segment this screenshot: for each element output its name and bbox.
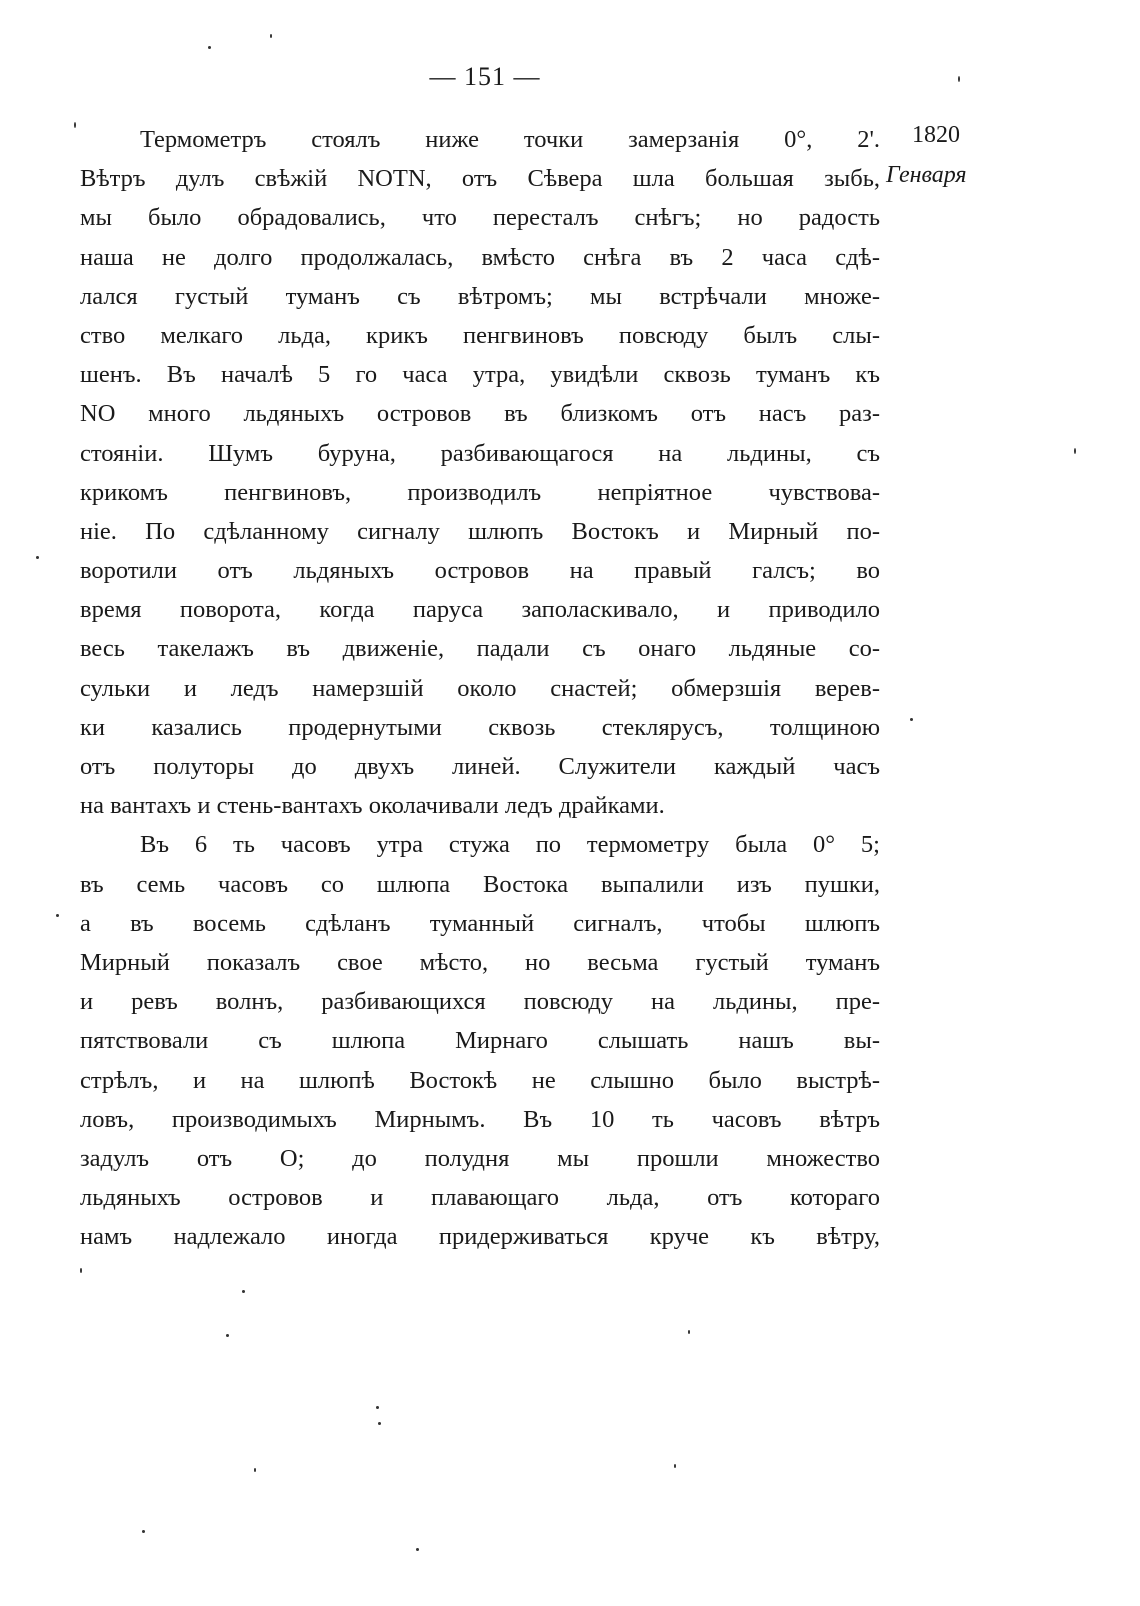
- scan-speck: [688, 1330, 690, 1334]
- scan-speck: [74, 122, 76, 128]
- scan-speck: [254, 1468, 256, 1472]
- text-line: стрѣлъ, и на шлюпѣ Востокѣ не слышно было выстрѣ-: [80, 1066, 880, 1094]
- text-line: сульки и ледъ намерзшій около снастей; обмерзшія верев-: [80, 674, 880, 702]
- text-line: льдяныхъ островов и плавающаго льда, отъ котораго: [80, 1184, 880, 1212]
- text-line: воротили отъ льдяныхъ островов на правый галсъ; во: [80, 557, 880, 585]
- scan-speck: [242, 1290, 245, 1293]
- text-line: время поворота, когда паруса заполаскивало, и приводило: [80, 596, 880, 624]
- page-number: — 151 —: [429, 62, 541, 91]
- margin-year: 1820: [912, 122, 960, 148]
- text-line: лался густый туманъ съ вѣтромъ; мы встрѣчали множе-: [80, 282, 880, 310]
- text-line: на вантахъ и стень-вантахъ околачивали ледъ драйками.: [80, 792, 665, 820]
- scan-speck: [378, 1422, 381, 1425]
- text-line: ніе. По сдѣланному сигналу шлюпъ Востокъ и Мирный по-: [80, 517, 880, 545]
- text-line: задулъ отъ О; до полудня мы прошли множество: [80, 1144, 880, 1172]
- scan-speck: [36, 556, 39, 559]
- text-line: крикомъ пенгвиновъ, производилъ непріятное чувствова-: [80, 478, 880, 506]
- text-line: наша не долго продолжалась, вмѣсто снѣга въ 2 часа сдѣ-: [80, 243, 880, 271]
- scan-speck: [226, 1334, 229, 1337]
- scan-speck: [958, 76, 960, 82]
- text-line: и ревъ волнъ, разбивающихся повсюду на льдины, пре-: [80, 988, 880, 1016]
- text-line: NO много льдяныхъ островов въ близкомъ отъ насъ раз-: [80, 400, 880, 428]
- text-line: пятствовали съ шлюпа Мирнаго слышать нашъ вы-: [80, 1027, 880, 1055]
- text-line: Мирный показалъ свое мѣсто, но весьма густый туманъ: [80, 948, 880, 976]
- text-line: Вѣтръ дулъ свѣжій NOTN, отъ Сѣвера шла большая зыбь,: [80, 165, 880, 193]
- scan-speck: [56, 914, 59, 917]
- scan-speck: [142, 1530, 145, 1533]
- scan-speck: [1074, 448, 1076, 454]
- text-line: Термометръ стоялъ ниже точки замерзанія 0°, 2'.: [140, 126, 880, 153]
- text-line: шенъ. Въ началѣ 5 го часа утра, увидѣли сквозь туманъ къ: [80, 361, 880, 389]
- text-line: отъ полуторы до двухъ линей. Служители каждый часъ: [80, 753, 880, 780]
- scan-speck: [674, 1464, 676, 1468]
- scan-speck: [376, 1406, 379, 1409]
- text-line: ки казались продернутыми сквозь стеклярусъ, толщиною: [80, 713, 880, 741]
- scan-speck: [270, 34, 272, 38]
- text-line: ловъ, производимыхъ Мирнымъ. Въ 10 ть часовъ вѣтръ: [80, 1105, 880, 1133]
- text-line: мы было обрадовались, что пересталъ снѣгъ; но радость: [80, 204, 880, 232]
- scan-speck: [80, 1268, 82, 1273]
- text-line: а въ восемь сдѣланъ туманный сигналъ, чтобы шлюпъ: [80, 909, 880, 937]
- text-line: весь такелажъ въ движеніе, падали съ онаго льдяные со-: [80, 635, 880, 663]
- text-line: ство мелкаго льда, крикъ пенгвиновъ повсюду былъ слы-: [80, 321, 880, 349]
- margin-month: Генваря: [886, 162, 967, 188]
- body-text: [80, 120, 880, 1256]
- text-line: Въ 6 ть часовъ утра стужа по термометру была 0° 5;: [140, 831, 880, 859]
- text-line: стояніи. Шумъ буруна, разбивающагося на льдины, съ: [80, 439, 880, 467]
- scan-speck: [416, 1548, 419, 1551]
- scan-speck: [910, 718, 913, 721]
- text-line: намъ надлежало иногда придерживаться круче къ вѣтру,: [80, 1223, 880, 1251]
- text-line: въ семь часовъ со шлюпа Востока выпалили изъ пушки,: [80, 870, 880, 898]
- scan-speck: [208, 46, 211, 49]
